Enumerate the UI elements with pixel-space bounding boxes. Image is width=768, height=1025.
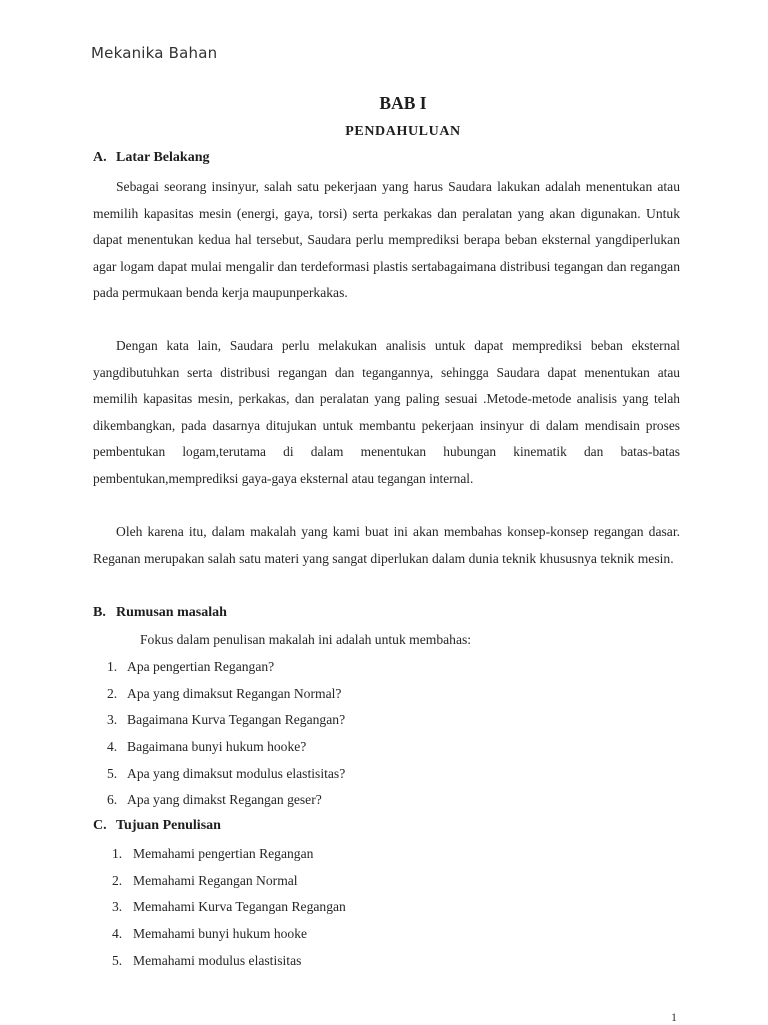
list-item xyxy=(112,921,346,948)
list-item-text: Memahami Regangan Normal xyxy=(133,872,298,888)
list-item xyxy=(107,734,345,761)
list-item-text: Memahami modulus elastisitas xyxy=(133,952,302,968)
list-item-text: Apa yang dimaksut modulus elastisitas? xyxy=(127,765,346,781)
list-item-text: Apa yang dimakst Regangan geser? xyxy=(127,792,322,808)
section-b-heading xyxy=(93,605,227,621)
list-item xyxy=(107,707,345,734)
chapter-title: BAB I xyxy=(379,93,427,113)
list-item-text: Apa yang dimaksut Regangan Normal? xyxy=(127,685,342,701)
objectives-list xyxy=(112,841,346,974)
paragraph-2: Dengan kata lain, Saudara perlu melakukan analisis untuk dapat memprediksi beban eksternal yangdibutuhkan serta distribusi regangan dan tegangannya, sehingga Saudara dapat menentukan atau memilih kapasitas mesin, perkakas, dan peralatan yang paling sesuai .Metode-metode analisis yang telah dikembangkan, pada dasarnya ditujukan untuk membantu pekerjaan insinyur di dalam mendisain proses pembentukan logam,terutama di dalam menentukan hubungan kinematik dan batas-batas pembentukan,memprediksi gaya-gaya eksternal atau tegangan internal. xyxy=(93,338,680,486)
section-b-intro: Fokus dalam penulisan makalah ini adalah untuk membahas: xyxy=(140,632,472,647)
list-item-text: Apa pengertian Regangan? xyxy=(127,659,275,674)
list-item-number: 3. xyxy=(112,899,123,915)
list-item-number: 6. xyxy=(107,792,118,808)
list-item-text: Memahami pengertian Regangan xyxy=(133,846,314,861)
list-item xyxy=(107,787,345,814)
list-item-number: 4. xyxy=(107,739,118,755)
list-item-number: 3. xyxy=(107,712,118,728)
section-a-label: A. xyxy=(93,150,107,165)
paragraph-3: Oleh karena itu, dalam makalah yang kami buat ini akan membahas konsep-konsep regangan dasar. Reganan merupakan salah satu materi yang sangat diperlukan dalam dunia teknik khususnya teknik mesin. xyxy=(93,524,680,566)
list-item-number: 5. xyxy=(107,765,118,781)
list-item xyxy=(112,868,346,895)
research-questions-list xyxy=(107,654,345,814)
list-item xyxy=(112,894,346,921)
chapter-subtitle: PENDAHULUAN xyxy=(345,124,461,139)
paragraph-1: Sebagai seorang insinyur, salah satu pekerjaan yang harus Saudara lakukan adalah menentukan atau memilih kapasitas mesin (energi, gaya, torsi) serta perkakas dan peralatan yang akan digunakan. Untuk dapat menentukan kedua hal tersebut, Saudara perlu memprediksi berapa beban eksternal yangdiperlukan agar logam dapat mulai mengalir dan terdeformasi plastis sertabagaimana distribusi tegangan dan regangan pada permukaan benda kerja maupunperkakas. xyxy=(93,179,680,301)
section-b-title: Rumusan masalah xyxy=(116,605,227,620)
running-header: Mekanika Bahan xyxy=(91,44,218,62)
list-item-text: Bagaimana Kurva Tegangan Regangan? xyxy=(127,712,346,728)
list-item xyxy=(112,841,346,868)
list-item-number: 2. xyxy=(112,872,123,888)
list-item xyxy=(107,681,345,708)
section-c-heading xyxy=(93,818,221,834)
list-item xyxy=(107,654,345,681)
section-a-title: Latar Belakang xyxy=(116,150,210,165)
section-c-title: Tujuan Penulisan xyxy=(116,818,221,833)
list-item-number: 2. xyxy=(107,685,118,701)
list-item-number: 1. xyxy=(107,659,118,674)
section-a-heading xyxy=(93,150,209,166)
list-item xyxy=(112,948,346,975)
list-item-number: 4. xyxy=(112,926,123,942)
list-item-text: Bagaimana bunyi hukum hooke? xyxy=(127,739,307,755)
list-item-text: Memahami bunyi hukum hooke xyxy=(133,926,308,942)
section-b-label: B. xyxy=(93,605,106,620)
section-c-label: C. xyxy=(93,818,107,833)
list-item xyxy=(107,761,345,788)
page-number: 1 xyxy=(671,1010,677,1024)
list-item-number: 1. xyxy=(112,846,123,861)
list-item-number: 5. xyxy=(112,952,123,968)
list-item-text: Memahami Kurva Tegangan Regangan xyxy=(133,899,346,915)
